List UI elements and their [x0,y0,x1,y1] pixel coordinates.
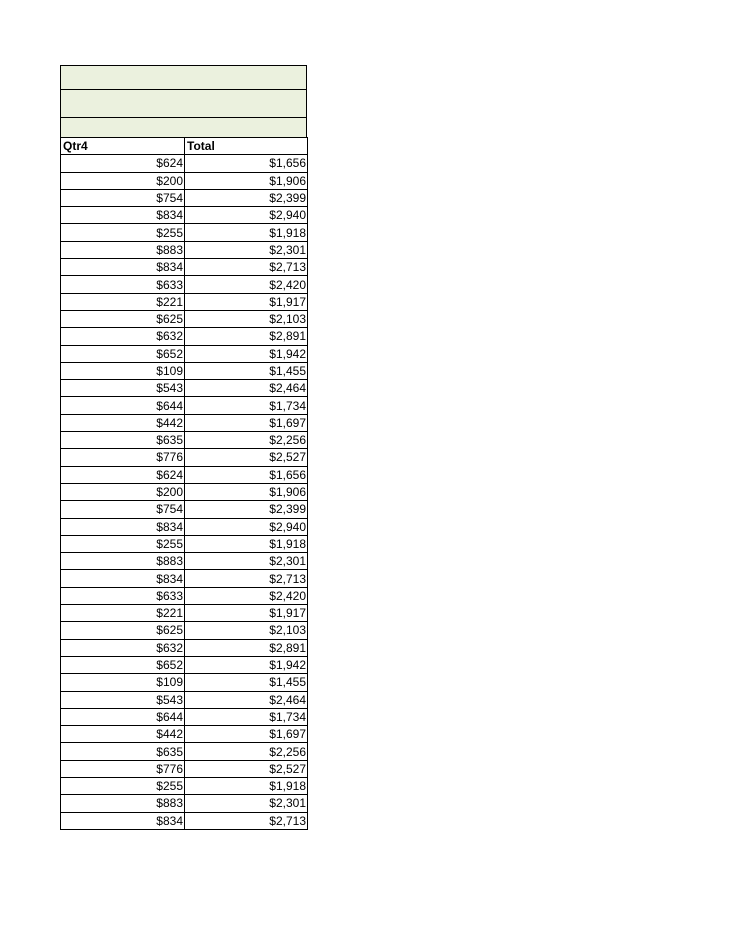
table-row [61,483,308,500]
qtr4-cell: $834 [61,207,185,224]
total-cell: $1,906 [185,483,308,500]
table-row [61,432,308,449]
qtr4-cell: $644 [61,397,185,414]
table-row [61,345,308,362]
table-row [61,553,308,570]
total-cell: $2,464 [185,691,308,708]
qtr4-cell: $754 [61,189,185,206]
total-cell: $1,906 [185,172,308,189]
table-row [61,777,308,794]
total-cell: $1,656 [185,466,308,483]
qtr4-cell: $625 [61,622,185,639]
table-row [61,466,308,483]
data-table [60,137,308,830]
table-row [61,656,308,673]
table-row [61,397,308,414]
total-cell: $2,256 [185,432,308,449]
table-row [61,414,308,431]
total-cell: $1,917 [185,293,308,310]
total-cell: $2,103 [185,622,308,639]
qtr4-cell: $883 [61,553,185,570]
header-band-3 [60,117,307,137]
table-row [61,674,308,691]
qtr4-cell: $543 [61,691,185,708]
table-row [61,224,308,241]
total-cell: $2,464 [185,380,308,397]
table-row [61,293,308,310]
qtr4-cell: $644 [61,708,185,725]
table-row [61,570,308,587]
qtr4-cell: $200 [61,483,185,500]
total-cell: $2,891 [185,328,308,345]
qtr4-cell: $543 [61,380,185,397]
table-row [61,276,308,293]
total-cell: $2,301 [185,553,308,570]
qtr4-cell: $633 [61,587,185,604]
qtr4-cell: $624 [61,155,185,172]
table-row [61,172,308,189]
total-cell: $2,713 [185,812,308,829]
table-row [61,259,308,276]
table-body [61,155,308,830]
table-row [61,605,308,622]
table-row [61,639,308,656]
total-cell: $1,697 [185,726,308,743]
table-row [61,743,308,760]
qtr4-cell: $624 [61,466,185,483]
total-cell: $1,918 [185,777,308,794]
qtr4-cell: $221 [61,293,185,310]
qtr4-cell: $834 [61,518,185,535]
header-band-1 [60,65,307,89]
qtr4-cell: $109 [61,674,185,691]
table-row [61,708,308,725]
total-cell: $2,940 [185,207,308,224]
table-row [61,155,308,172]
spreadsheet-printout [60,65,307,830]
qtr4-cell: $633 [61,276,185,293]
total-cell: $1,734 [185,397,308,414]
table-row [61,795,308,812]
qtr4-cell: $652 [61,656,185,673]
total-cell: $1,455 [185,674,308,691]
table-row [61,760,308,777]
header-band-2 [60,89,307,117]
table-row [61,535,308,552]
table-row [61,691,308,708]
qtr4-cell: $754 [61,501,185,518]
qtr4-cell: $442 [61,726,185,743]
table-row [61,189,308,206]
total-cell: $2,301 [185,241,308,258]
qtr4-cell: $442 [61,414,185,431]
qtr4-cell: $221 [61,605,185,622]
qtr4-cell: $776 [61,760,185,777]
qtr4-cell: $635 [61,432,185,449]
total-cell: $2,713 [185,570,308,587]
table-row [61,812,308,829]
total-cell: $2,399 [185,189,308,206]
qtr4-cell: $255 [61,224,185,241]
total-cell: $2,420 [185,587,308,604]
total-cell: $1,918 [185,535,308,552]
qtr4-cell: $200 [61,172,185,189]
qtr4-cell: $632 [61,328,185,345]
qtr4-cell: $883 [61,795,185,812]
column-header-total: Total [185,138,308,155]
total-cell: $1,734 [185,708,308,725]
total-cell: $1,656 [185,155,308,172]
qtr4-cell: $255 [61,777,185,794]
total-cell: $2,940 [185,518,308,535]
table-row [61,328,308,345]
total-cell: $1,942 [185,656,308,673]
table-row [61,587,308,604]
total-cell: $1,942 [185,345,308,362]
table-row [61,622,308,639]
table-row [61,380,308,397]
total-cell: $2,527 [185,449,308,466]
total-cell: $1,455 [185,362,308,379]
column-header-qtr4: Qtr4 [61,138,185,155]
table-row [61,207,308,224]
qtr4-cell: $632 [61,639,185,656]
total-cell: $2,256 [185,743,308,760]
total-cell: $1,917 [185,605,308,622]
header-row [61,138,308,155]
total-cell: $1,918 [185,224,308,241]
qtr4-cell: $635 [61,743,185,760]
qtr4-cell: $834 [61,812,185,829]
total-cell: $2,527 [185,760,308,777]
table-row [61,501,308,518]
qtr4-cell: $834 [61,570,185,587]
total-cell: $2,103 [185,310,308,327]
table-row [61,241,308,258]
total-cell: $2,399 [185,501,308,518]
total-cell: $1,697 [185,414,308,431]
total-cell: $2,301 [185,795,308,812]
table-row [61,518,308,535]
total-cell: $2,891 [185,639,308,656]
total-cell: $2,713 [185,259,308,276]
qtr4-cell: $109 [61,362,185,379]
total-cell: $2,420 [185,276,308,293]
table-row [61,726,308,743]
qtr4-cell: $625 [61,310,185,327]
table-row [61,310,308,327]
qtr4-cell: $776 [61,449,185,466]
table-row [61,449,308,466]
qtr4-cell: $883 [61,241,185,258]
qtr4-cell: $652 [61,345,185,362]
qtr4-cell: $255 [61,535,185,552]
table-row [61,362,308,379]
qtr4-cell: $834 [61,259,185,276]
